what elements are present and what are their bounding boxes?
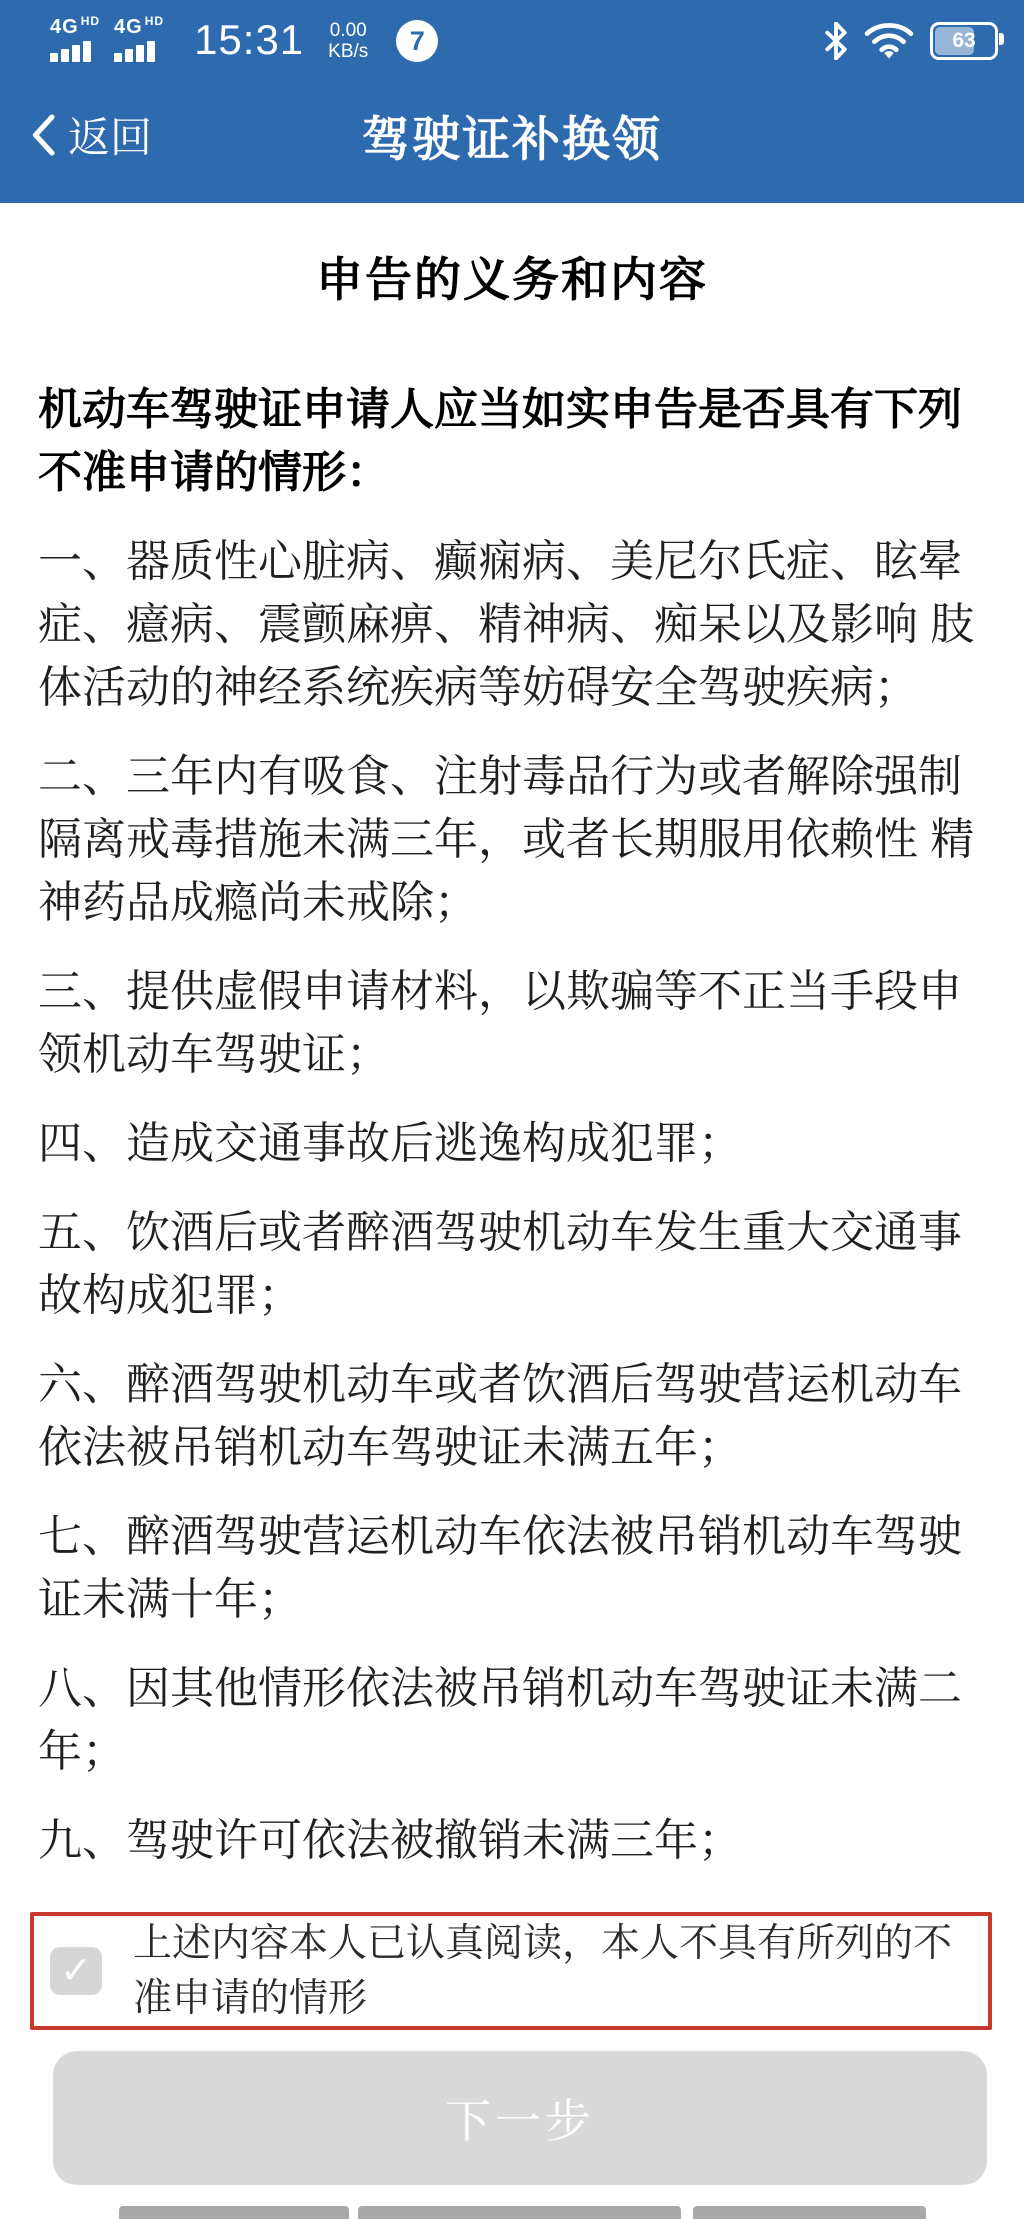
declaration-item-3: 三、提供虚假申请材料，以欺骗等不正当手段申领机动车驾驶证； bbox=[38, 967, 962, 1079]
declaration-item-9: 九、驾驶许可依法被撤销未满三年； bbox=[38, 1816, 742, 1865]
battery-percent: 63 bbox=[952, 29, 976, 52]
hd-badge: HD bbox=[80, 14, 101, 28]
checkmark-icon: ✓ bbox=[60, 1950, 92, 1992]
declaration-item-6: 六、醉酒驾驶机动车或者饮酒后驾驶营运机动车依法被吊销机动车驾驶证未满五年； bbox=[38, 1360, 962, 1472]
agreement-highlight-box[interactable] bbox=[30, 1912, 992, 2030]
back-chevron-icon bbox=[30, 114, 56, 156]
notification-count-badge: 7 bbox=[396, 20, 438, 62]
network-speed-unit: KB/s bbox=[328, 41, 369, 62]
status-right-group bbox=[824, 22, 998, 62]
footer-panel bbox=[0, 1903, 1024, 2219]
status-bar bbox=[0, 0, 1024, 66]
signal-bars-icon bbox=[114, 40, 155, 62]
signal-4g-icon bbox=[50, 14, 101, 62]
next-step-button[interactable]: 下一步 bbox=[53, 2051, 987, 2185]
declaration-item-2: 二、三年内有吸食、注射毒品行为或者解除强制隔离戒毒措施未满三年，或者长期服用依赖性 精神药品成瘾尚未戒除； bbox=[38, 752, 975, 927]
declaration-item-8: 八、因其他情形依法被吊销机动车驾驶证未满二年； bbox=[38, 1664, 962, 1776]
signal-bars-icon bbox=[50, 40, 91, 62]
clock-time: 15:31 bbox=[194, 16, 305, 63]
battery-icon bbox=[930, 22, 998, 60]
peeking-element-center bbox=[358, 2206, 681, 2219]
header bbox=[0, 0, 1024, 203]
declaration-item-5: 五、饮酒后或者醉酒驾驶机动车发生重大交通事故构成犯罪； bbox=[38, 1208, 962, 1320]
signal-4g-icon-2 bbox=[114, 14, 165, 62]
agreement-checkbox[interactable] bbox=[50, 1947, 102, 1995]
status-left-group bbox=[50, 14, 438, 63]
network-type-label: 4G bbox=[114, 16, 143, 38]
nav-bar bbox=[0, 66, 1024, 203]
agreement-label: 上述内容本人已认真阅读，本人不具有所列的不准申请的情形 bbox=[133, 1922, 953, 2020]
network-speed-value: 0.00 bbox=[329, 20, 367, 41]
declaration-item-4: 四、造成交通事故后逃逸构成犯罪； bbox=[38, 1119, 742, 1168]
wifi-icon bbox=[864, 22, 914, 60]
hd-badge: HD bbox=[144, 14, 165, 28]
network-speed bbox=[328, 20, 368, 62]
declaration-heading: 申告的义务和内容 bbox=[316, 253, 708, 306]
peeking-element-right bbox=[693, 2206, 926, 2219]
peeking-element-left bbox=[119, 2206, 349, 2219]
network-type-label: 4G bbox=[50, 16, 79, 38]
declaration-item-7: 七、醉酒驾驶营运机动车依法被吊销机动车驾驶证未满十年； bbox=[38, 1512, 962, 1624]
back-button[interactable] bbox=[30, 105, 152, 165]
back-button-label: 返回 bbox=[68, 113, 153, 161]
bluetooth-icon bbox=[824, 22, 848, 60]
declaration-intro: 机动车驾驶证申请人应当如实申告是否具有下列不准申请的情形： bbox=[38, 385, 962, 497]
page-title: 驾驶证补换领 bbox=[361, 113, 663, 166]
declaration-item-1: 一、器质性心脏病、癫痫病、美尼尔氏症、眩晕症、癔病、震颤麻痹、精神病、痴呆以及影响 肢体活动的神经系统疾病等妨碍安全驾驶疾病； bbox=[38, 537, 975, 712]
